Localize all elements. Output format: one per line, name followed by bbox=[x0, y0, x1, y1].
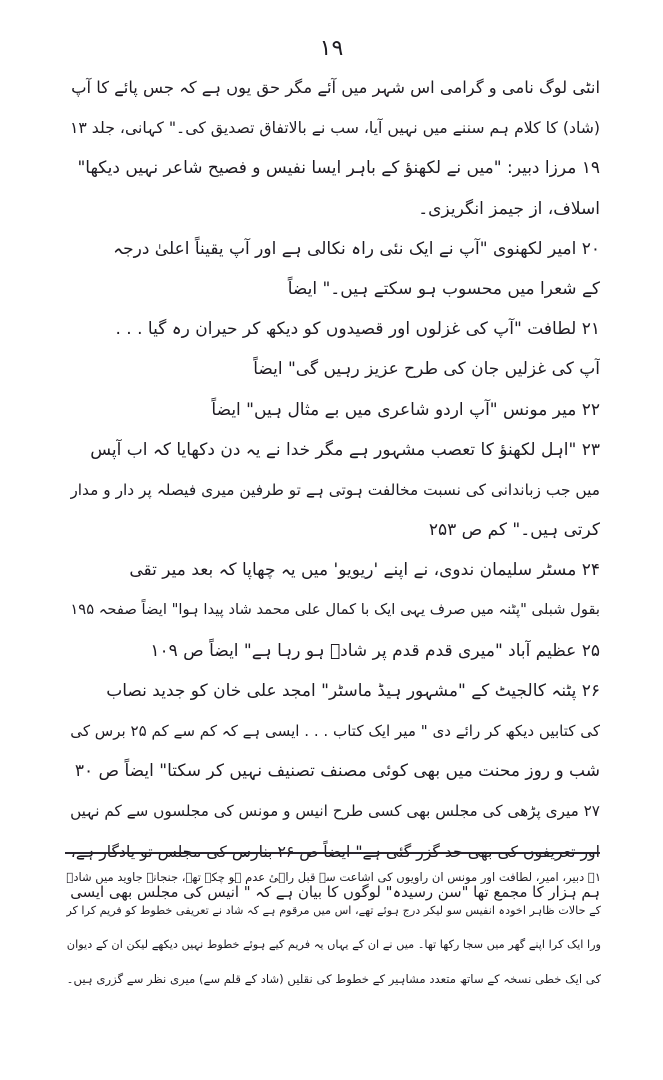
body-line: بقول شبلی "پٹنہ میں صرف یہی ایک با کمال علی محمد شاد پیدا ہوا" ایضاً صفحہ ۱۹۵ bbox=[70, 601, 600, 619]
body-line: کی کتابیں دیکھ کر رائے دی " میر ایک کتاب . . . ایسی ہے کہ کم سے کم ۲۵ برس کی bbox=[70, 722, 600, 740]
footnote-divider bbox=[65, 852, 600, 854]
footnote-line: ۱۔ دبیر، امیر، لطافت اور مونس ان راویوں کی اشاعت سے قبل راہیٔ عدم ہو چکے تھے، جنجانہ جاوید میں شادؔ bbox=[66, 870, 601, 884]
body-line: آپ کی غزلیں جان کی طرح عزیز رہیں گی" ایضاً bbox=[253, 359, 600, 380]
body-line: اسلاف، از جیمز انگریزی۔ bbox=[418, 198, 600, 219]
page-number: ۱۹ bbox=[319, 36, 344, 61]
body-line: ۲۶ پٹنہ کالجیٹ کے "مشہور ہیڈ ماسٹر" امجد علی خان کو جدید نصاب bbox=[106, 680, 600, 701]
body-line: میں جب زباندانی کی نسبت مخالفت ہوتی ہے تو طرفین میری فیصلہ پر دار و مدار bbox=[70, 480, 600, 499]
body-line: (شاد) کا کلام ہم سننے میں نہیں آیا، سب نے بالاتفاق تصدیق کی۔" کہانی، جلد ۱۳ bbox=[70, 118, 600, 138]
body-line: ۲۵ عظیم آباد "میری قدم قدم پر شادؔ ہو رہا ہے" ایضاً ص ۱۰۹ bbox=[150, 640, 600, 661]
body-line: شب و روز محنت میں بھی کوئی مصنف تصنیف نہیں کر سکتا" ایضاً ص ۳۰ bbox=[74, 761, 600, 782]
footnote-line: کے حالات ظاہر اخودہ انفیس سو لیکر درج ہوئے تھے، اس میں مرقوم ہے کہ شاد نے تعریفی خطوط کو فریم کرا کر bbox=[66, 904, 601, 917]
body-line: ۲۱ لطافت "آپ کی غزلوں اور قصیدوں کو دیکھ کر حیران رہ گیا . . . bbox=[115, 319, 600, 340]
body-line: ۱۹ مرزا دبیر: "میں نے لکھنؤ کے باہر ایسا نفیس و فصیح شاعر نہیں دیکھا" bbox=[77, 158, 600, 179]
body-line: ۲۰ امیر لکھنوی "آپ نے ایک نئی راہ نکالی ہے اور آپ یقیناً اعلیٰ درجہ bbox=[113, 238, 600, 259]
body-line: ہم ہزار کا مجمع تھا "سن رسیدہ" لوگوں کا بیان ہے کہ " انیس کی مجلس بھی ایسی bbox=[70, 882, 600, 901]
body-line: انٹی لوگ نامی و گرامی اس شہر میں آئے مگر حق یوں ہے کہ جس پائے کا آپ bbox=[71, 78, 600, 97]
body-line: کرتی ہیں۔" کم ص ۲۵۳ bbox=[428, 520, 600, 541]
footnote-line: ورا ایک کرا اپنے گھر میں سجا رکھا تھا۔ میں نے ان کے یہاں یہ فریم کیے ہوئے خطوط نہیں دیکھے لیکن ان کے دیوان bbox=[66, 938, 601, 951]
body-text bbox=[70, 68, 600, 912]
footnote-line: کی ایک خطی نسخہ کے ساتھ متعدد مشاہیر کے خطوط کی نقلیں (شاد کے قلم سے) میری نظر سے گزری ہیں۔ bbox=[66, 972, 601, 986]
body-line: ۲۳ "اہل لکھنؤ کا تعصب مشہور ہے مگر خدا نے یہ دن دکھایا کہ اب آپس bbox=[90, 439, 600, 460]
body-line: کے شعرا میں محسوب ہو سکتے ہیں۔" ایضاً bbox=[287, 278, 600, 299]
footnote bbox=[66, 860, 601, 996]
body-line: ۲۷ میری پڑھی کی مجلس بھی کسی طرح انیس و مونس کی مجلسوں سے کم نہیں bbox=[70, 802, 600, 821]
body-line: ۲۴ مسٹر سلیمان ندوی، نے اپنے 'ریویو' میں یہ چھاپا کہ بعد میر تقی bbox=[129, 560, 600, 581]
body-line: ۲۲ میر مونس "آپ اردو شاعری میں بے مثال ہیں" ایضاً bbox=[211, 399, 600, 420]
